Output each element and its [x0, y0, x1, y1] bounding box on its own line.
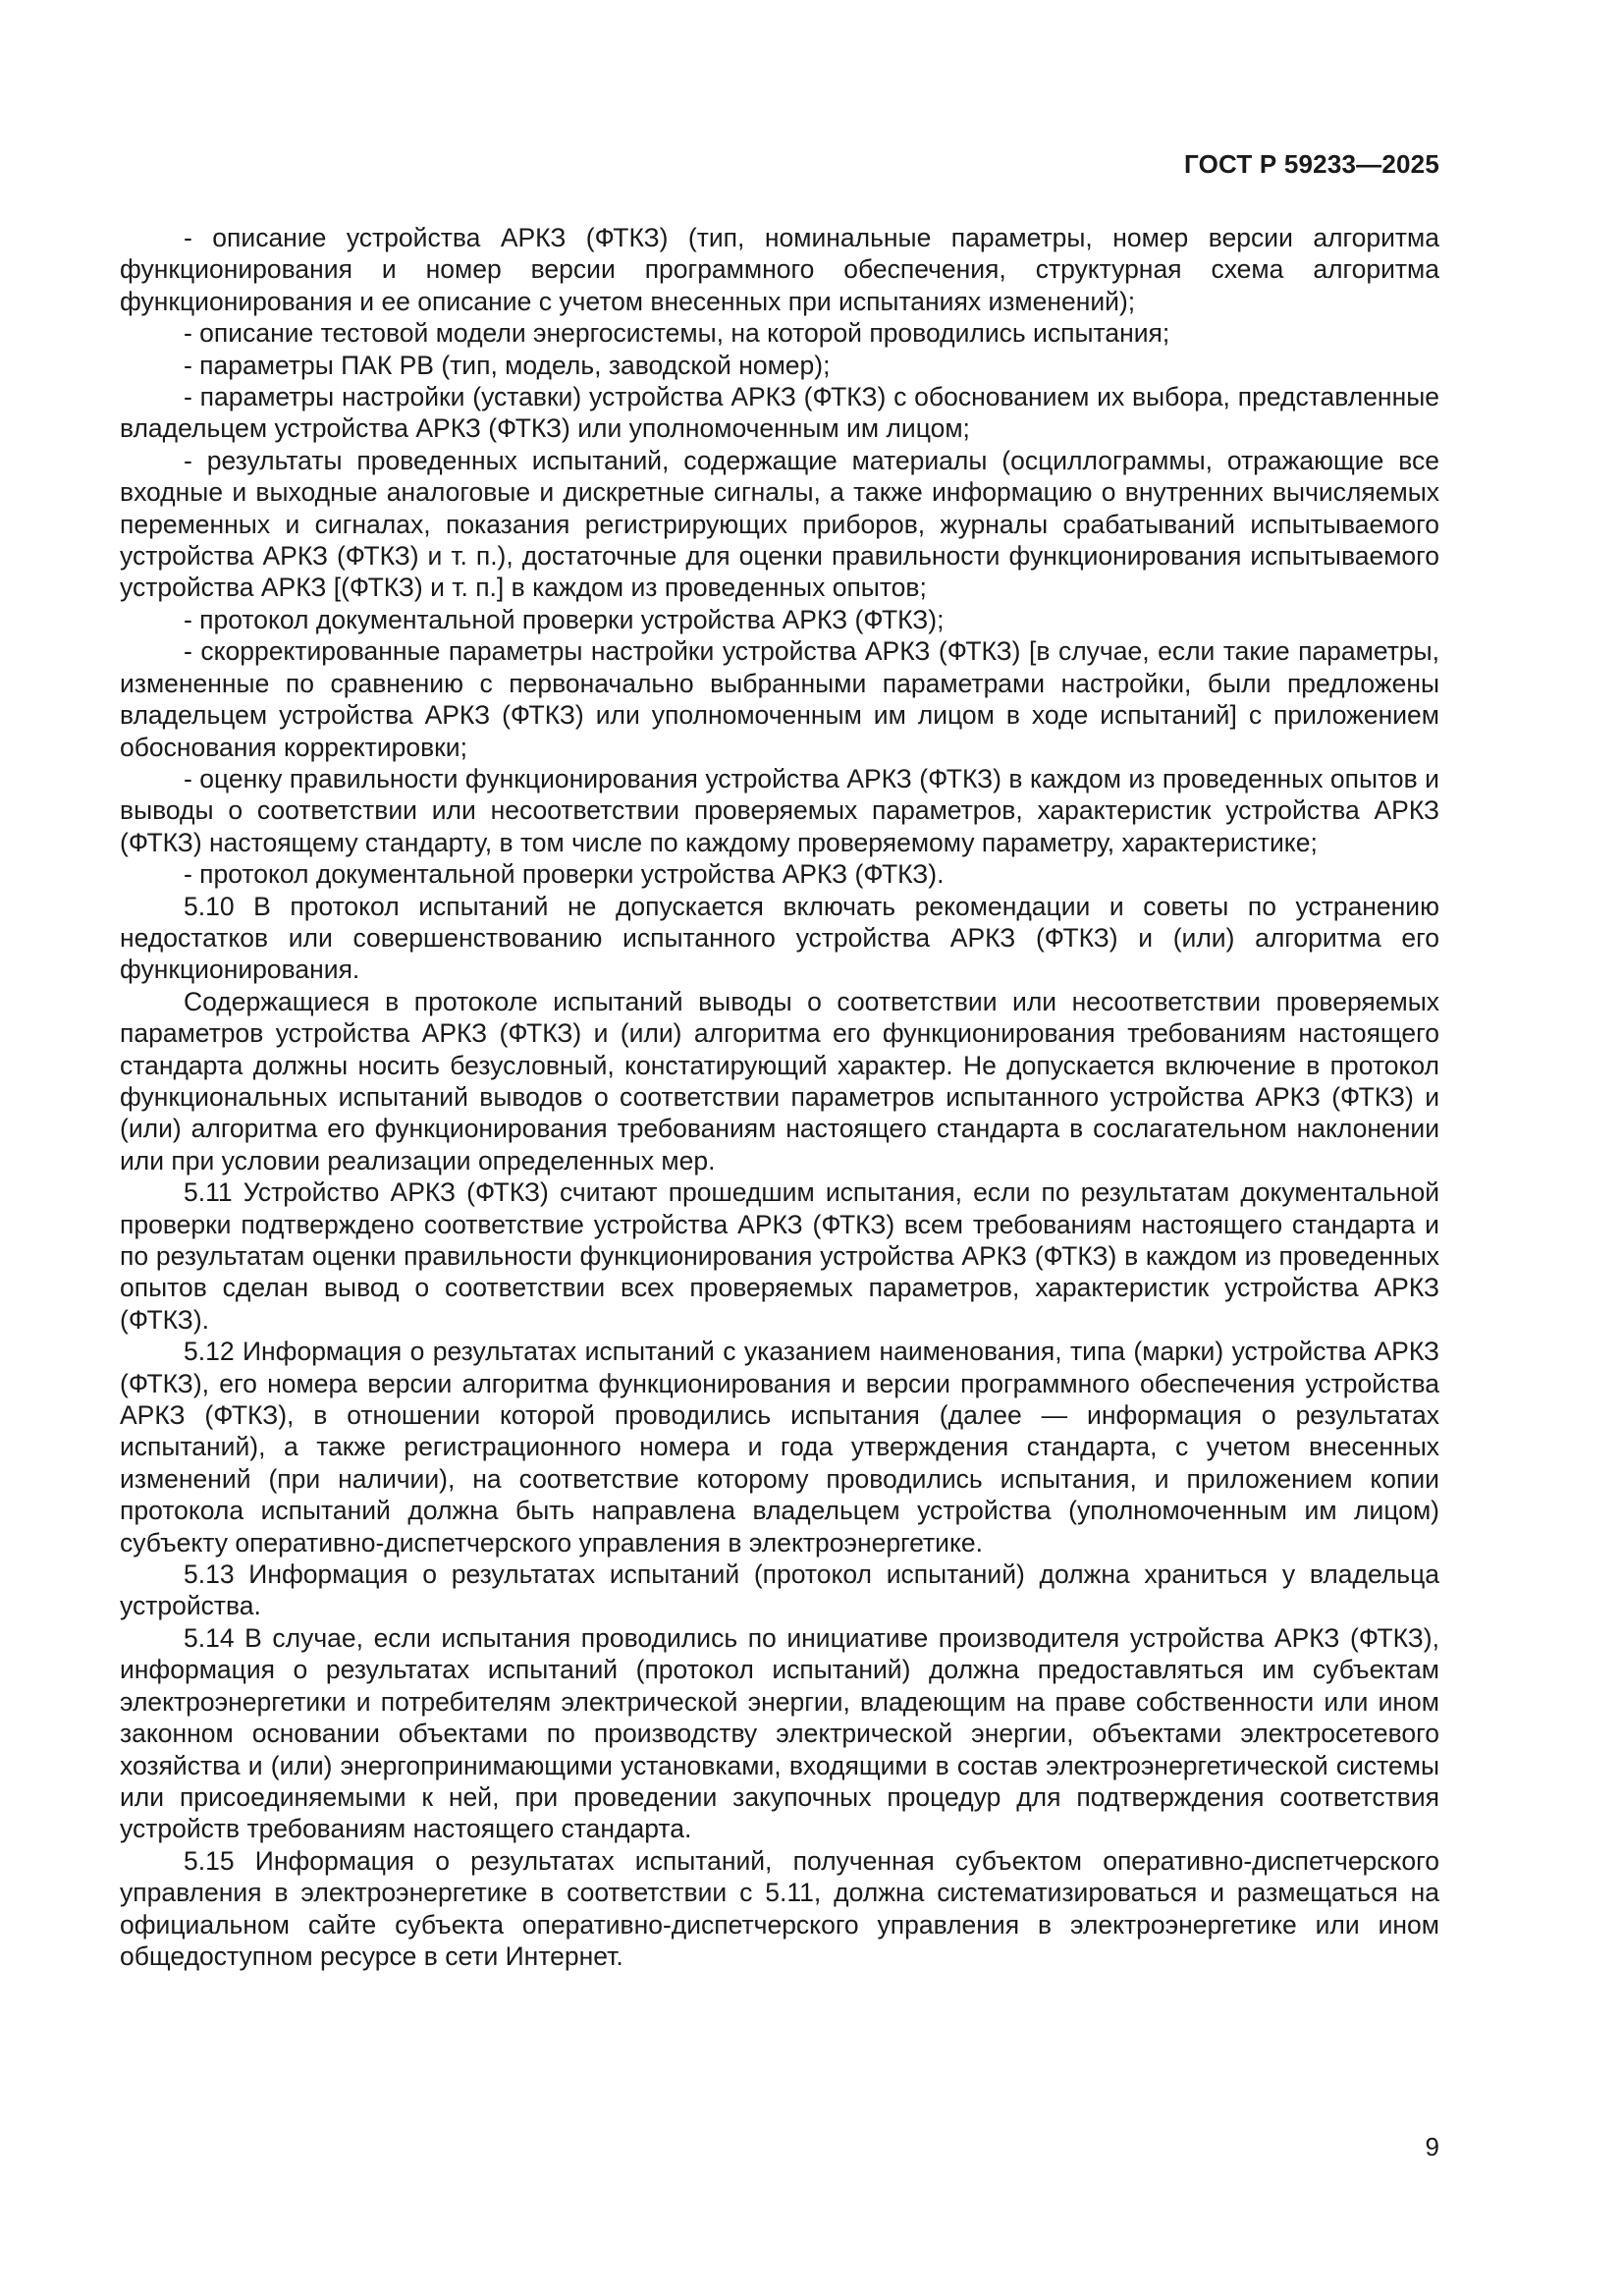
- list-item: - параметры настройки (уставки) устройства АРКЗ (ФТКЗ) с обоснованием их выбора, представленные владельцем устройства АРКЗ (ФТКЗ) или уполномоченным им лицом;: [120, 382, 1439, 444]
- list-item: - протокол документальной проверки устройства АРКЗ (ФТКЗ);: [184, 604, 945, 634]
- standard-code-header: ГОСТ Р 59233—2025: [1184, 149, 1439, 179]
- clause-5-10: 5.10 В протокол испытаний не допускается включать рекомендации и советы по устранению недостатков или совершенствованию испытанного устройства АРКЗ (ФТКЗ) и (или) алгоритма его функционирования.: [120, 891, 1439, 985]
- list-item: - параметры ПАК РВ (тип, модель, заводской номер);: [184, 350, 831, 380]
- page-number: 9: [1425, 2132, 1439, 2161]
- clause-5-15: 5.15 Информация о результатах испытаний, полученная субъектом оперативно-диспетчерского управления в электроэнергетике в соответствии с 5.11, должна систематизироваться и размещаться на официальном сайте субъекта оперативно-диспетчерского управления в электроэнергетике или ином общедоступном ресурсе в сети Интернет.: [120, 1845, 1439, 1971]
- clause-5-14: 5.14 В случае, если испытания проводились по инициативе производителя устройства АРКЗ (ФТКЗ), информация о результатах испытаний (протокол испытаний) должна предоставляться им субъектам электроэнергетики и потребителям электрической энергии, владеющим на праве собственности или ином законном основании объектами по производству электрической энергии, объектами электросетевого хозяйства и (или) энергопринимающими установками, входящими в состав электроэнергетической системы или присоединяемыми к ней, при проведении закупочных процедур для подтверждения соответствия устройств требованиям настоящего стандарта.: [120, 1622, 1439, 1844]
- list-item: - описание устройства АРКЗ (ФТКЗ) (тип, номинальные параметры, номер версии алгоритма функционирования и номер версии программного обеспечения, структурная схема алгоритма функционирования и ее описание с учетом внесенных при испытаниях изменений);: [120, 223, 1439, 316]
- body-text: [120, 222, 1439, 1972]
- list-item: - результаты проведенных испытаний, содержащие материалы (осциллограммы, отражающие все входные и выходные аналоговые и дискретные сигналы, а также информацию о внутренних вычисляемых переменных и сигналах, показания регистрирующих приборов, журналы срабатываний испытываемого устройства АРКЗ (ФТКЗ) и т. п.), достаточные для оценки правильности функционирования испытываемого устройства АРКЗ [(ФТКЗ) и т. п.] в каждом из проведенных опытов;: [120, 445, 1439, 603]
- list-item: - скорректированные параметры настройки устройства АРКЗ (ФТКЗ) [в случае, если такие параметры, измененные по сравнению с первоначально выбранными параметрами настройки, были предложены владельцем устройства АРКЗ (ФТКЗ) или уполномоченным им лицом в ходе испытаний] с приложением обоснования корректировки;: [120, 636, 1439, 762]
- clause-5-13: 5.13 Информация о результатах испытаний (протокол испытаний) должна храниться у владельца устройства.: [120, 1559, 1439, 1621]
- clause-5-12: 5.12 Информация о результатах испытаний с указанием наименования, типа (марки) устройства АРКЗ (ФТКЗ), его номера версии алгоритма функционирования и версии программного обеспечения устройства АРКЗ (ФТКЗ), в отношении которой проводились испытания (далее — информация о результатах испытаний), а также регистрационного номера и года утверждения стандарта, с учетом внесенных изменений (при наличии), на соответствие которому проводились испытания, и приложением копии протокола испытаний должна быть направлена владельцем устройства (уполномоченным им лицом) субъекту оперативно-диспетчерского управления в электроэнергетике.: [120, 1337, 1439, 1558]
- list-item: - протокол документальной проверки устройства АРКЗ (ФТКЗ).: [184, 859, 945, 890]
- list-item: - оценку правильности функционирования устройства АРКЗ (ФТКЗ) в каждом из проведенных опытов и выводы о соответствии или несоответствии проверяемых параметров, характеристик устройства АРКЗ (ФТКЗ) настоящему стандарту, в том числе по каждому проверяемому параметру, характеристике;: [120, 763, 1439, 857]
- clause-5-10-continued: Содержащиеся в протоколе испытаний выводы о соответствии или несоответствии проверяемых параметров устройства АРКЗ (ФТКЗ) и (или) алгоритма его функционирования требованиям настоящего стандарта должны носить безусловный, констатирующий характер. Не допускается включение в протокол функциональных испытаний выводов о соответствии параметров испытанного устройства АРКЗ (ФТКЗ) и (или) алгоритма его функционирования требованиям настоящего стандарта в сослагательном наклонении или при условии реализации определенных мер.: [120, 986, 1439, 1175]
- list-item: - описание тестовой модели энергосистемы, на которой проводились испытания;: [184, 318, 1170, 349]
- clause-5-11: 5.11 Устройство АРКЗ (ФТКЗ) считают прошедшим испытания, если по результатам документальной проверки подтверждено соответствие устройства АРКЗ (ФТКЗ) всем требованиям настоящего стандарта и по результатам оценки правильности функционирования устройства АРКЗ (ФТКЗ) в каждом из проведенных опытов сделан вывод о соответствии всех проверяемых параметров, характеристик устройства АРКЗ (ФТКЗ).: [120, 1177, 1439, 1335]
